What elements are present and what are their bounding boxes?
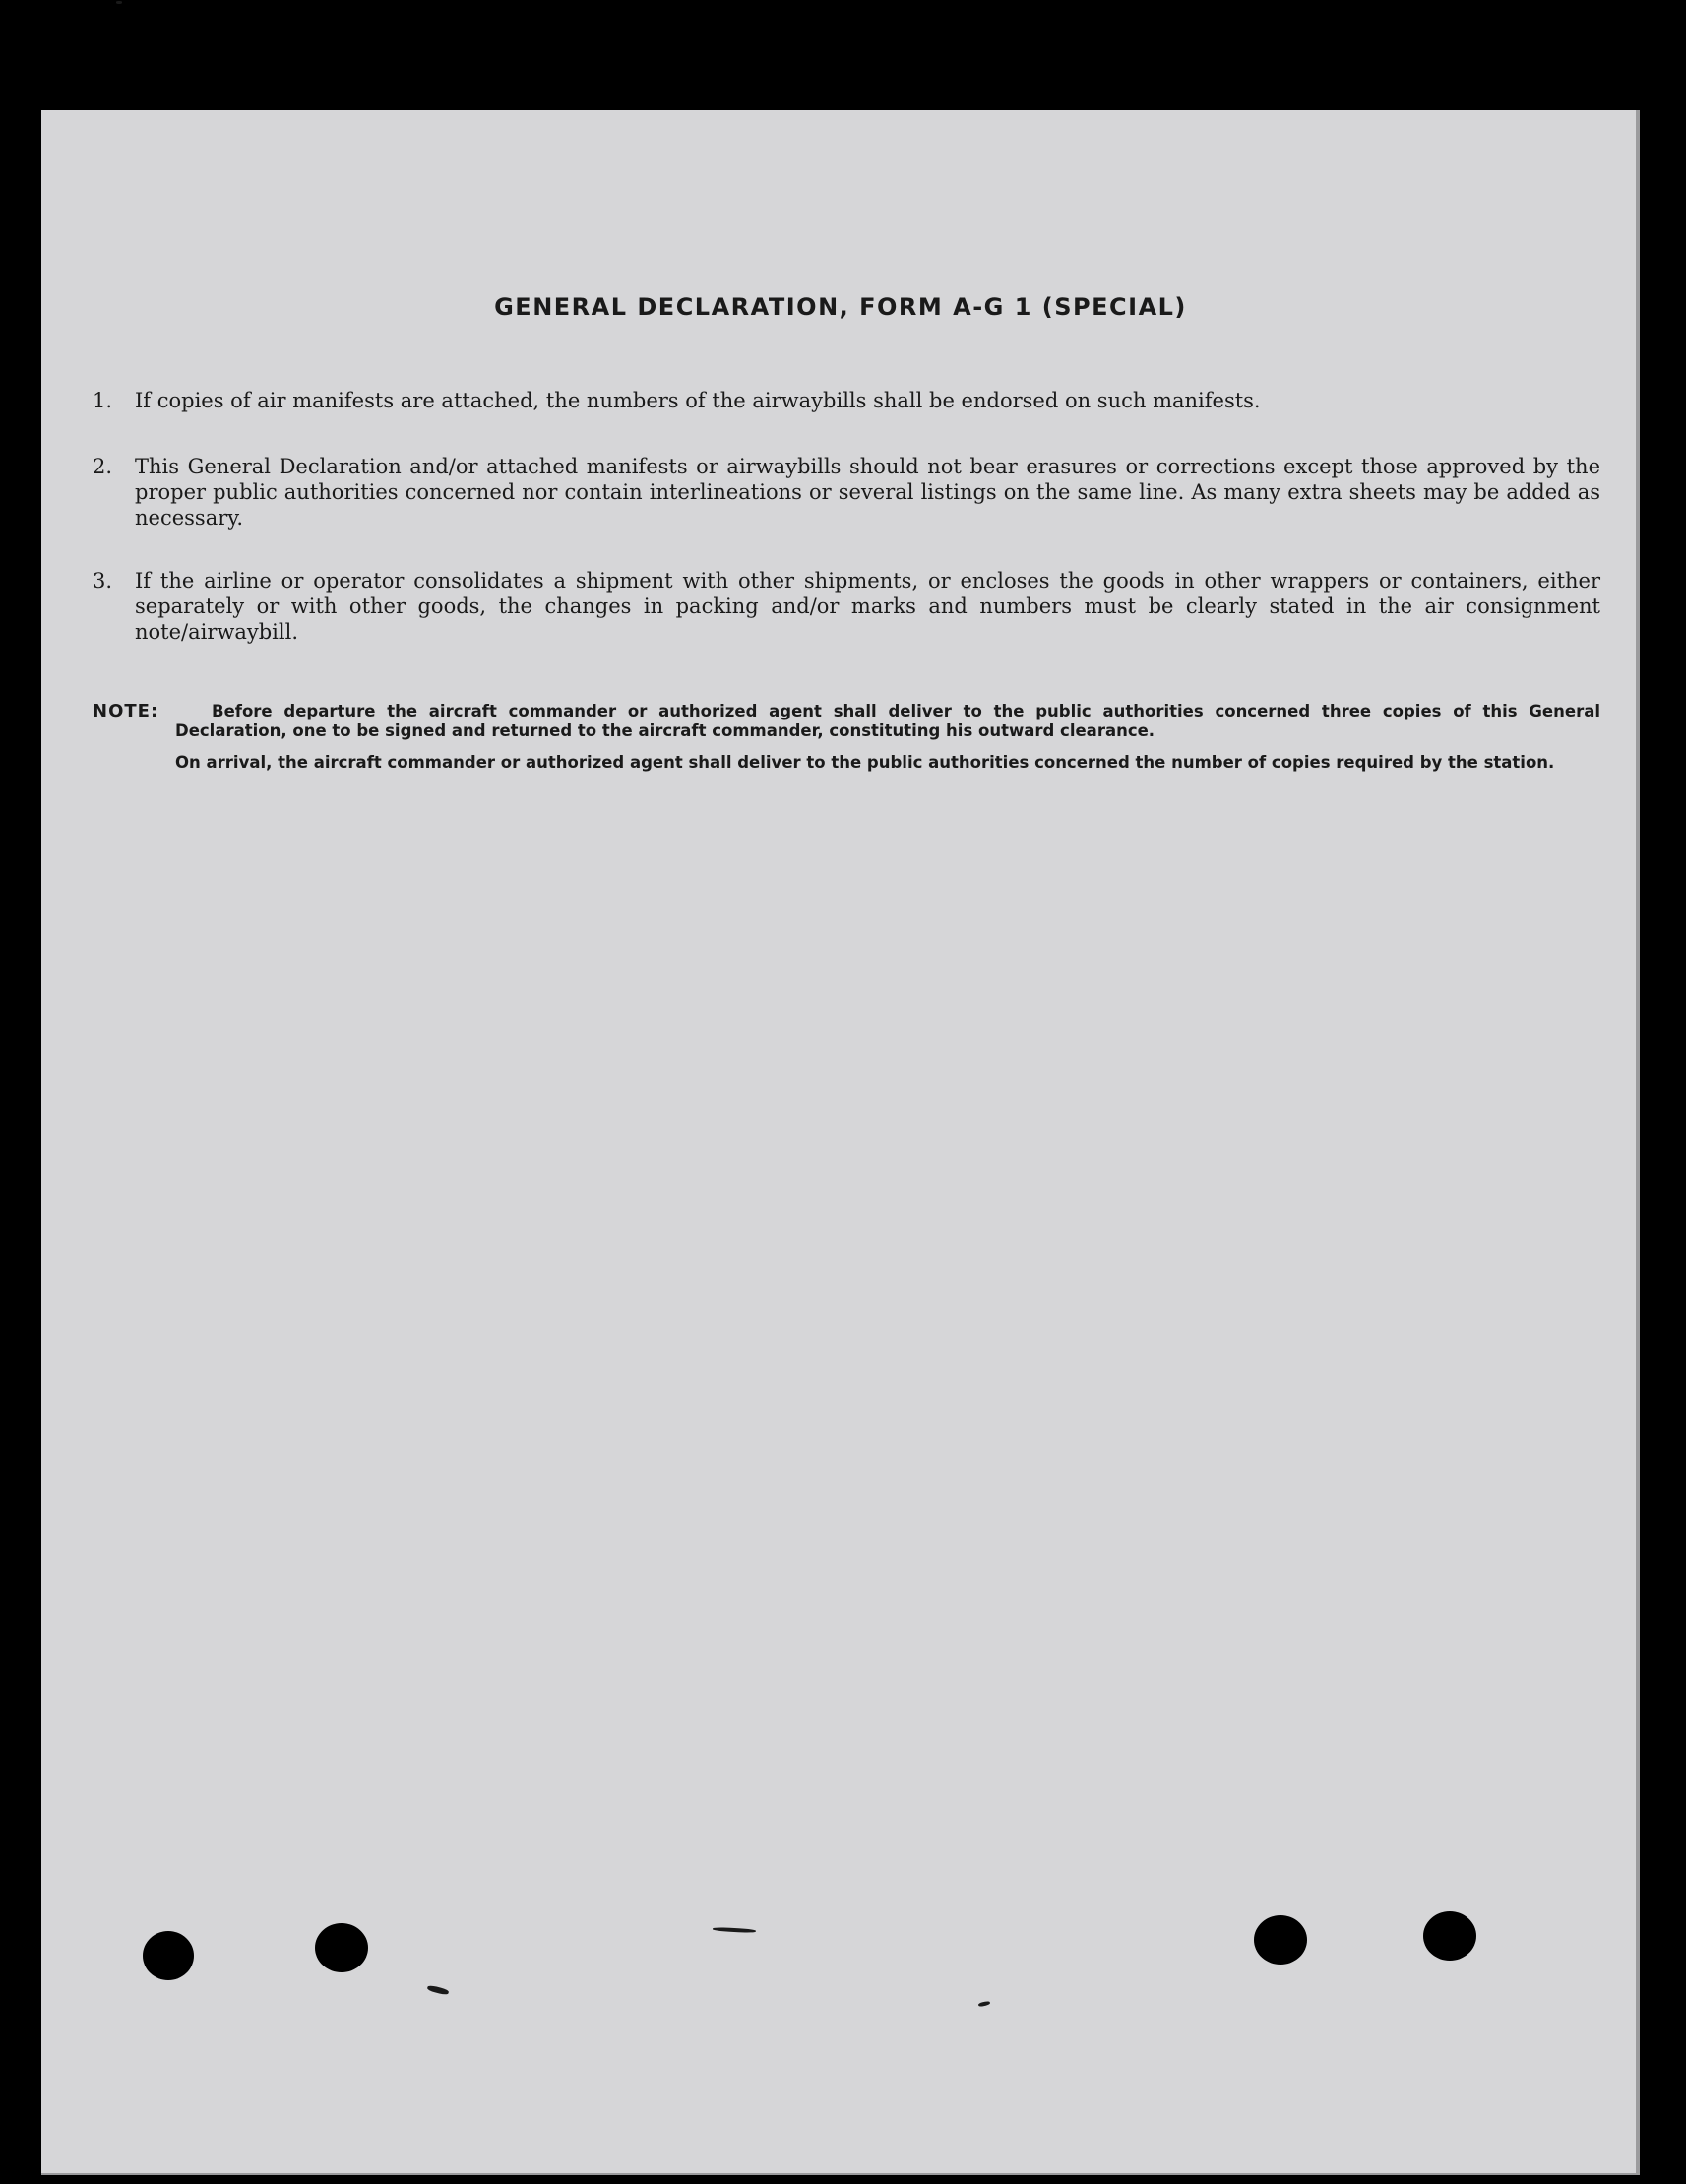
note-label: NOTE: [93, 701, 159, 721]
instruction-number: 3. [93, 569, 113, 593]
punch-hole [143, 1931, 194, 1980]
instruction-text: If copies of air manifests are attached, the numbers of the airwaybills shall be endorsed on such manifests. [135, 389, 1261, 412]
note-paragraph-departure: Before departure the aircraft commander or authorized agent shall deliver to the public authorities concerned three copies of this General Declaration, one to be signed and returned to the aircraft commander, constituting his outward clearance. [175, 702, 1600, 740]
instruction-text: This General Declaration and/or attached manifests or airwaybills should not bear erasures or corrections except those approved by the proper public authorities concerned nor contain interlineations or several listings on the same line. As many extra sheets may be added as necessary. [135, 455, 1600, 530]
instruction-item [93, 388, 1600, 413]
instruction-item [93, 568, 1600, 645]
punch-hole [1423, 1911, 1476, 1961]
instruction-text: If the airline or operator consolidates a shipment with other shipments, or encloses the goods in other wrappers or containers, either separately or with other goods, the changes in packing and/or marks and numbers must be clearly stated in the air consignment note/airwaybill. [135, 569, 1600, 644]
document-page [41, 110, 1640, 2175]
instruction-number: 2. [93, 455, 113, 478]
note-section [93, 702, 1600, 773]
document-title: GENERAL DECLARATION, FORM A-G 1 (SPECIAL) [494, 293, 1187, 321]
note-paragraph-arrival: On arrival, the aircraft commander or authorized agent shall deliver to the public authorities concerned the number of copies required by the station. [175, 753, 1555, 772]
scan-speck [116, 1, 122, 4]
punch-hole [1254, 1915, 1307, 1965]
punch-hole [315, 1923, 368, 1972]
instruction-item [93, 454, 1600, 530]
instruction-number: 1. [93, 389, 113, 412]
